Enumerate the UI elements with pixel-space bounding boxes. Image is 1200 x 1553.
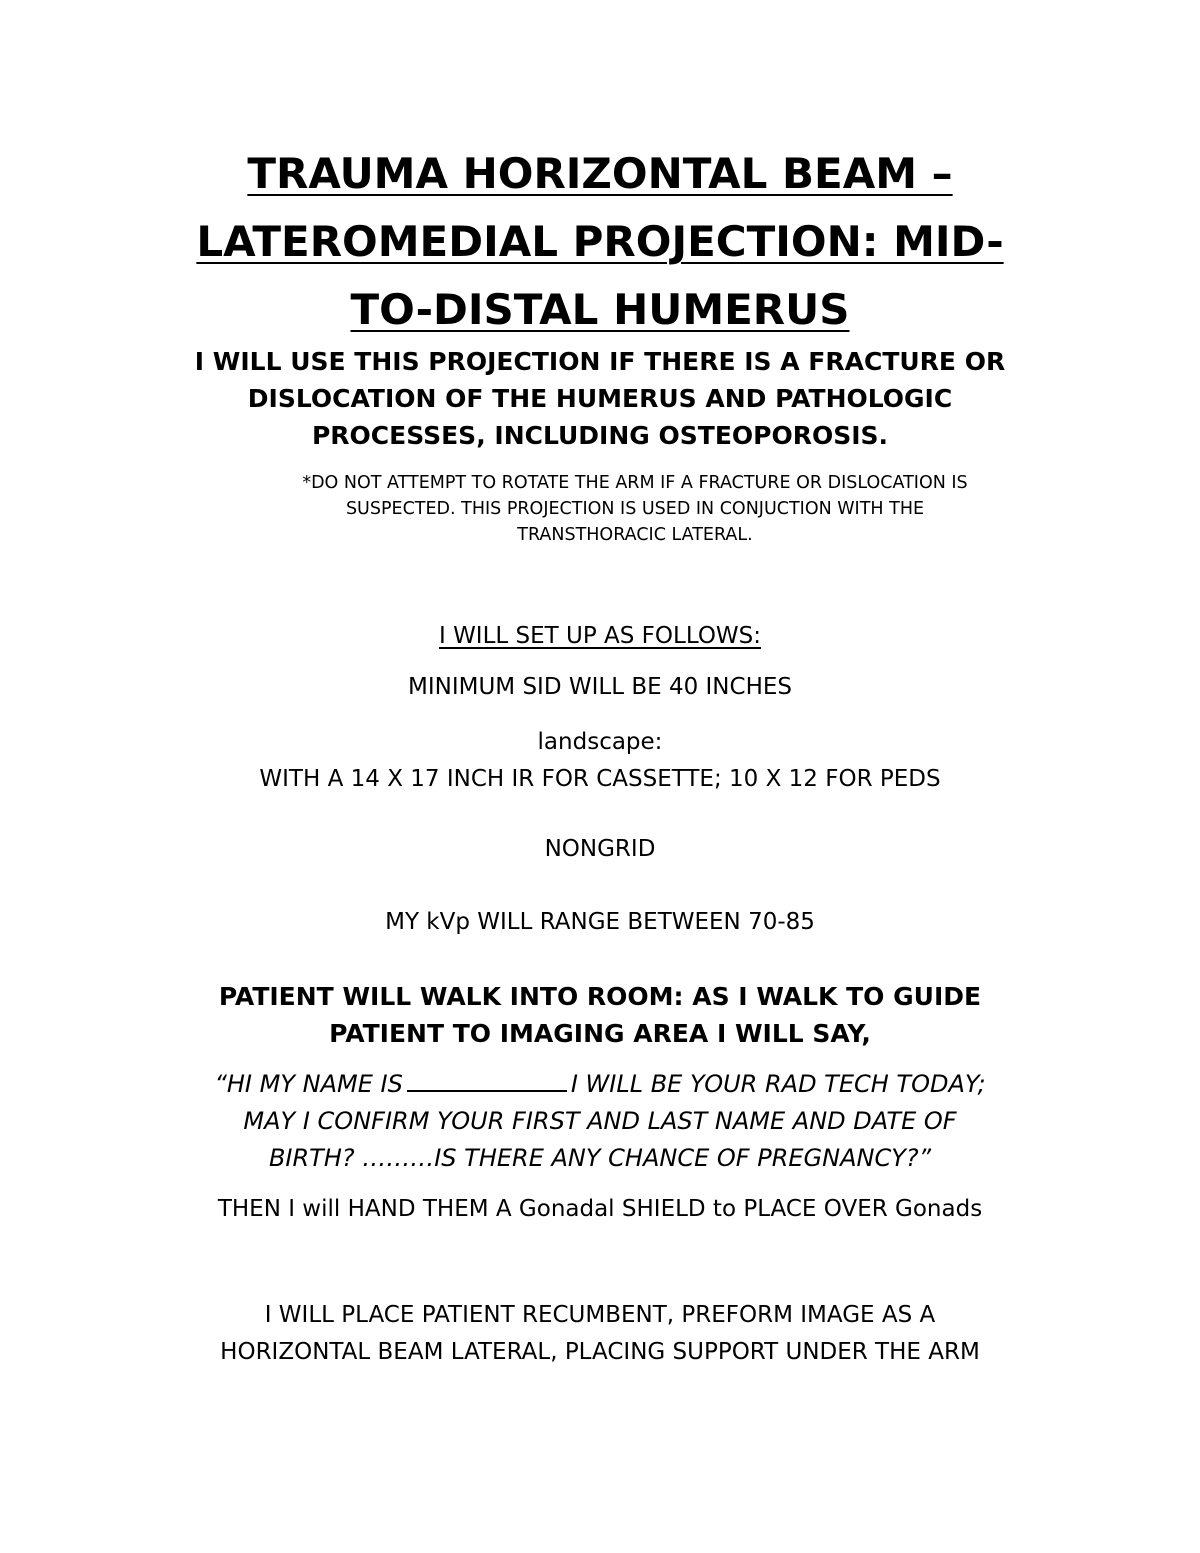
sid-text: MINIMUM SID WILL BE 40 INCHES xyxy=(408,674,792,700)
purpose-line-2: DISLOCATION OF THE HUMERUS AND PATHOLOGIC xyxy=(247,384,953,413)
purpose-line-3: PROCESSES, INCLUDING OSTEOPOROSIS. xyxy=(311,421,889,450)
recumbent-line-2: HORIZONTAL BEAM LATERAL, PLACING SUPPORT UNDER THE ARM xyxy=(220,1339,980,1365)
greeting-line-2: MAY I CONFIRM YOUR FIRST AND LAST NAME AND DATE OF xyxy=(243,1107,957,1135)
walk-line-2: PATIENT TO IMAGING AREA I WILL SAY, xyxy=(329,1019,871,1048)
walk-line-1: PATIENT WILL WALK INTO ROOM: AS I WALK TO GUIDE xyxy=(218,982,982,1011)
ir-paragraph xyxy=(140,724,1060,798)
walk-paragraph xyxy=(140,978,1060,1052)
title-line-1: TRAUMA HORIZONTAL BEAM – xyxy=(247,149,953,198)
greeting-line-3: BIRTH? ………IS THERE ANY CHANCE OF PREGNANCY?” xyxy=(268,1144,932,1172)
purpose-line-1: I WILL USE THIS PROJECTION IF THERE IS A FRACTURE OR xyxy=(194,347,1006,376)
caution-line-2: SUSPECTED. THIS PROJECTION IS USED IN CONJUCTION WITH THE xyxy=(345,499,925,519)
recumbent-line-1: I WILL PLACE PATIENT RECUMBENT, PREFORM IMAGE AS A xyxy=(264,1302,936,1328)
page-title xyxy=(140,140,1060,344)
greeting-line-1 xyxy=(140,1066,1060,1103)
recumbent-paragraph xyxy=(140,1297,1060,1371)
orientation-text: landscape: xyxy=(537,729,663,755)
kvp-text: MY kVp WILL RANGE BETWEEN 70-85 xyxy=(385,909,815,935)
caution-line-3: TRANSTHORACIC LATERAL. xyxy=(517,525,753,545)
shield-text: THEN I will HAND THEM A Gonadal SHIELD to PLACE OVER Gonads xyxy=(217,1196,983,1222)
title-line-2: LATEROMEDIAL PROJECTION: MID- xyxy=(196,217,1004,266)
title-line-3: TO-DISTAL HUMERUS xyxy=(350,285,850,334)
greeting-script xyxy=(140,1066,1060,1177)
purpose-paragraph xyxy=(140,343,1060,454)
greeting-line-1-pre: “HI MY NAME IS xyxy=(214,1070,403,1098)
ir-size-text: WITH A 14 X 17 INCH IR FOR CASSETTE; 10 X 12 FOR PEDS xyxy=(259,766,941,792)
caution-line-1: *DO NOT ATTEMPT TO ROTATE THE ARM IF A FRACTURE OR DISLOCATION IS xyxy=(302,473,968,493)
caution-note xyxy=(205,470,1065,548)
grid-text: NONGRID xyxy=(544,836,656,862)
name-blank xyxy=(407,1066,567,1092)
greeting-line-1-post: I WILL BE YOUR RAD TECH TODAY; xyxy=(570,1070,986,1098)
setup-heading: I WILL SET UP AS FOLLOWS: xyxy=(438,623,762,649)
